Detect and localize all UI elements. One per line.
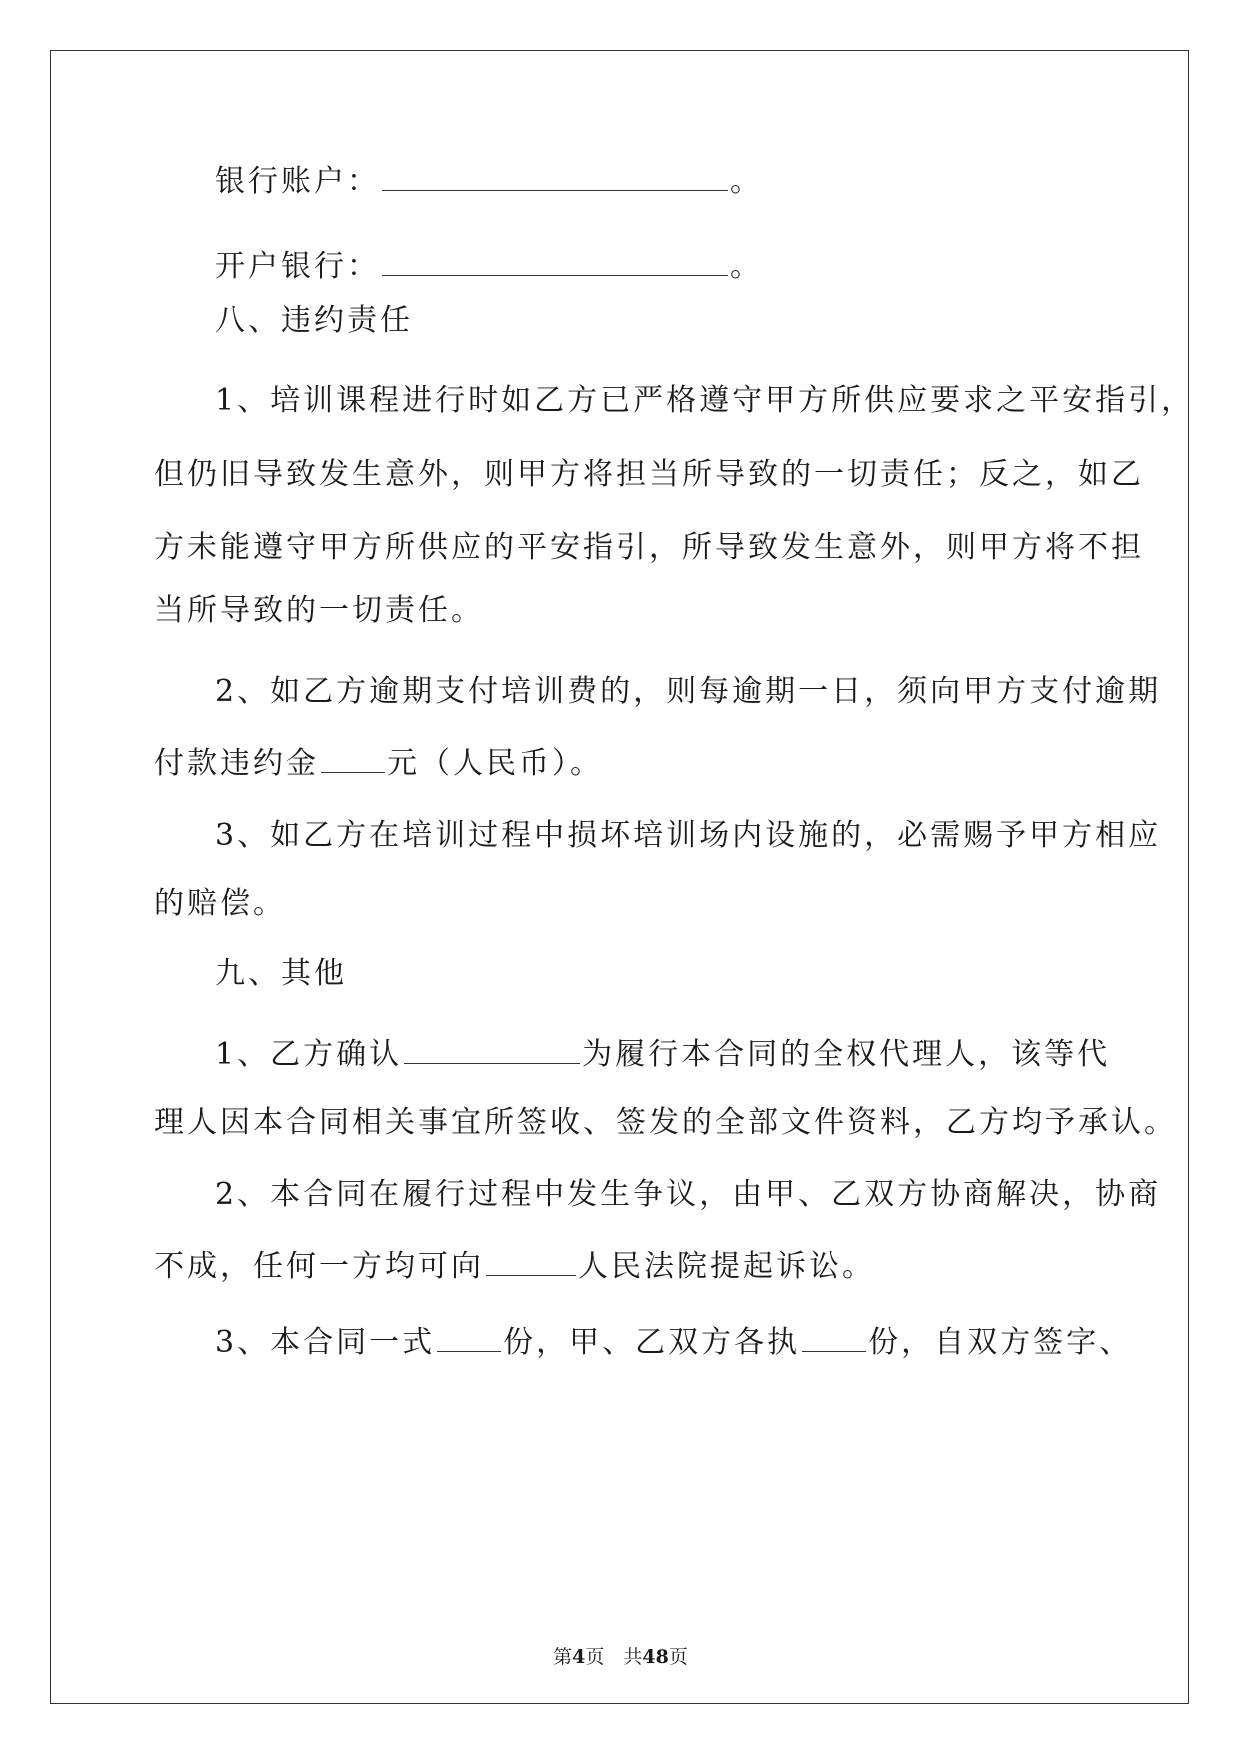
clause8-1-line3: 方未能遵守甲方所供应的平安指引，所导致发生意外，则甲方将不担 xyxy=(154,530,1144,565)
text-segment: 3、本合同一式 xyxy=(215,1325,436,1360)
text-segment: 不成，任何一方均可向 xyxy=(154,1249,484,1284)
clause8-1-line2: 但仍旧导致发生意外，则甲方将担当所导致的一切责任；反之，如乙 xyxy=(154,457,1144,492)
text-segment: 份，自双方签字、 xyxy=(868,1325,1133,1360)
footer-page-suffix: 页 共 xyxy=(585,1646,643,1668)
clause9-3-line1 xyxy=(215,1321,1132,1363)
text-segment: 为履行本合同的全权代理人，该等代 xyxy=(582,1037,1111,1072)
copies-count-blank xyxy=(437,1321,501,1352)
period: 。 xyxy=(730,249,763,284)
clause8-1-line4: 当所导致的一切责任。 xyxy=(154,593,484,628)
clause9-2-line1: 2、本合同在履行过程中发生争议，由甲、乙双方协商解决，协商 xyxy=(215,1177,1162,1212)
court-name-blank xyxy=(486,1245,576,1276)
page-frame xyxy=(50,50,1195,1704)
page-number: 4 xyxy=(572,1646,586,1668)
bank-name-blank xyxy=(382,245,728,276)
clause8-2-line1: 2、如乙方逾期支付培训费的，则每逾期一日，须向甲方支付逾期 xyxy=(215,674,1162,709)
bank-name-line xyxy=(215,245,763,287)
footer-total-suffix: 页 xyxy=(668,1646,688,1668)
footer-prefix: 第 xyxy=(553,1646,573,1668)
clause8-2-line2 xyxy=(154,742,603,784)
text-segment: 付款违约金 xyxy=(154,746,319,781)
section8-title: 八、违约责任 xyxy=(215,303,413,338)
bank-account-label: 银行账户： xyxy=(215,164,380,199)
clause9-2-line2 xyxy=(154,1245,875,1287)
clause9-1-line2: 理人因本合同相关事宜所签收、签发的全部文件资料，乙方均予承认。 xyxy=(154,1105,1177,1140)
page-footer xyxy=(51,1645,1190,1669)
penalty-amount-blank xyxy=(321,742,385,773)
clause8-3-line2: 的赔偿。 xyxy=(154,886,286,921)
bank-name-label: 开户银行： xyxy=(215,249,380,284)
bank-account-blank xyxy=(382,160,728,191)
text-segment: 份，甲、乙双方各执 xyxy=(503,1325,801,1360)
clause8-3-line1: 3、如乙方在培训过程中损坏培训场内设施的，必需赐予甲方相应 xyxy=(215,818,1162,853)
period: 。 xyxy=(730,164,763,199)
bank-account-line xyxy=(215,160,763,202)
text-segment: 元（人民币）。 xyxy=(387,746,603,781)
text-segment: 人民法院提起诉讼。 xyxy=(578,1249,875,1284)
total-pages: 48 xyxy=(642,1646,669,1668)
agent-name-blank xyxy=(404,1033,580,1064)
clause9-1-line1 xyxy=(215,1033,1110,1075)
copies-each-blank xyxy=(802,1321,866,1352)
section9-title: 九、其他 xyxy=(215,956,347,991)
text-segment: 1、乙方确认 xyxy=(215,1037,403,1072)
clause8-1-line1: 1、培训课程进行时如乙方已严格遵守甲方所供应要求之平安指引， xyxy=(215,383,1195,418)
